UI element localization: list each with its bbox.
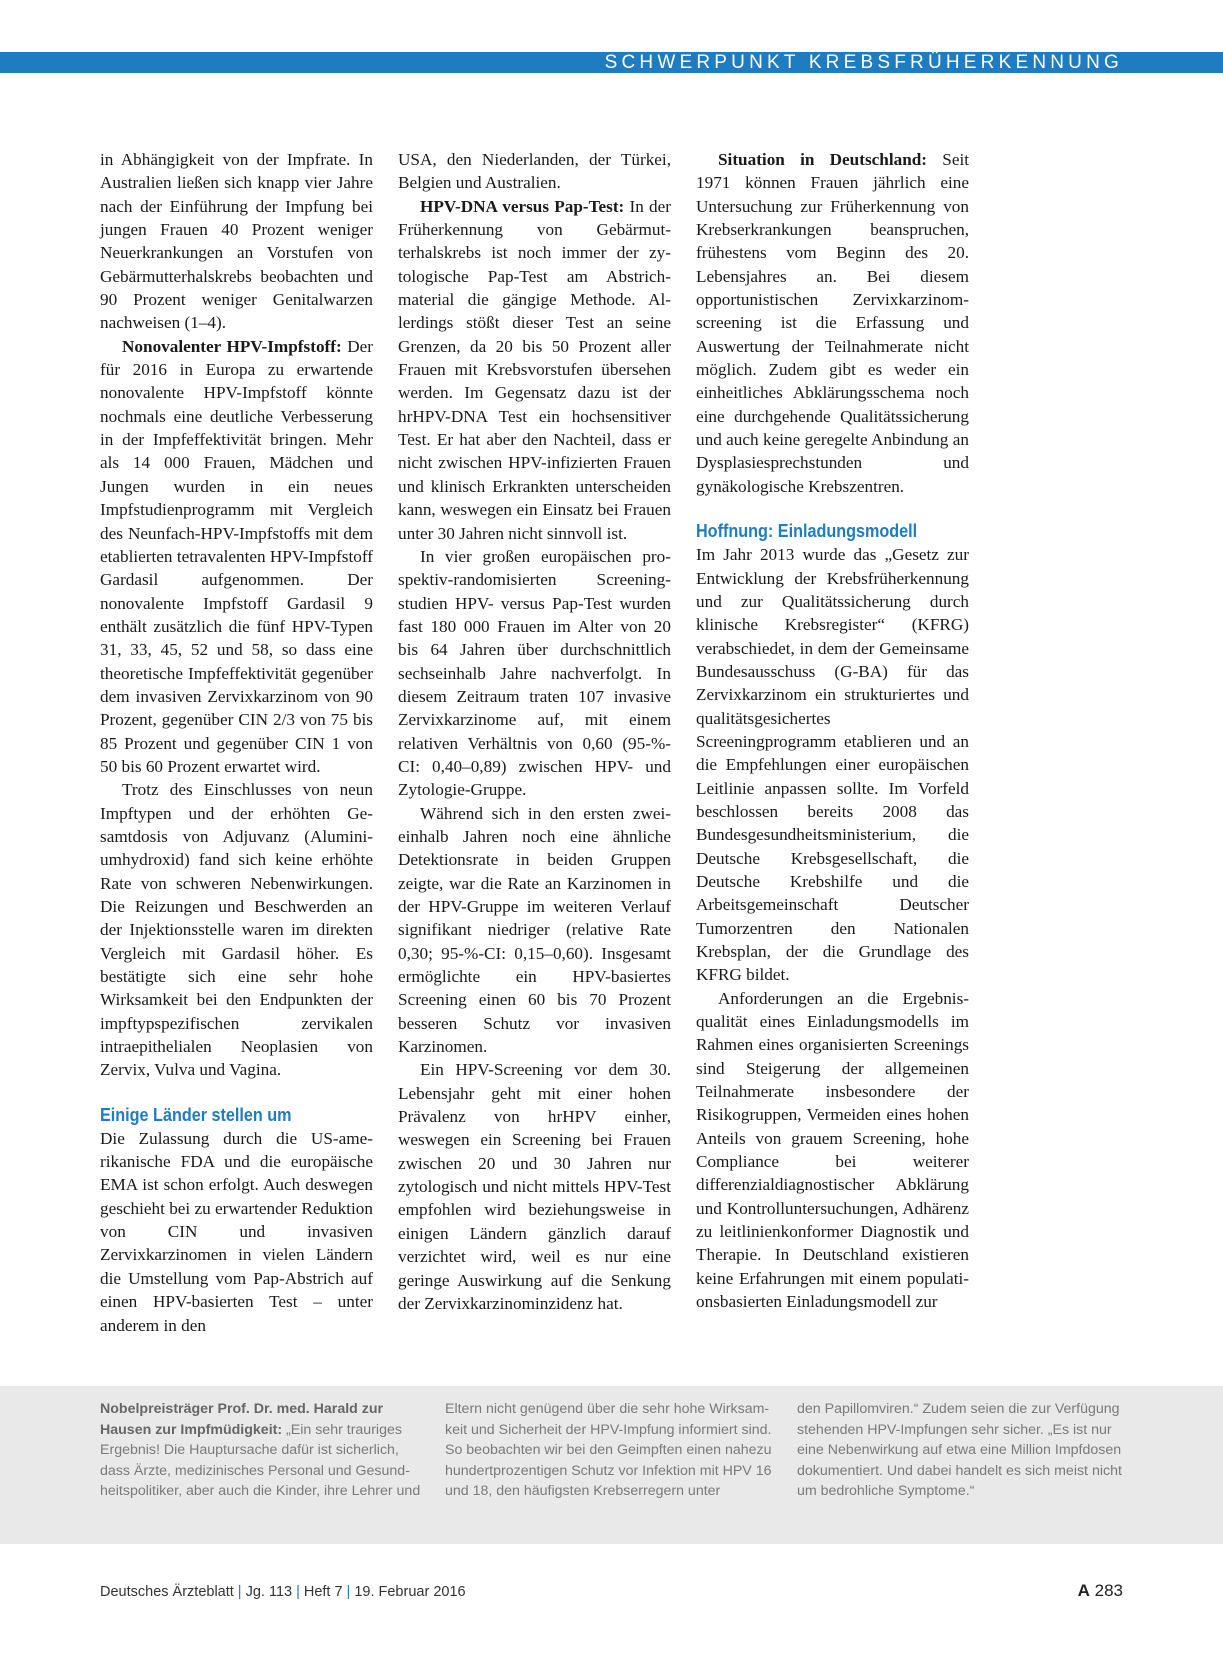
paragraph — [398, 195, 671, 545]
quote-body: „Ein sehr trauriges Ergebnis! Die Hauptursache dafür ist sicherlich, dass Ärzte, medizinisches Personal und Gesundheitspolitiker, aber auch die Kinder, ihre Lehrer und — [100, 1421, 421, 1499]
paragraph-lead: Nonovalenter HPV-Impfstoff: — [122, 336, 342, 356]
section-heading: Hoffnung: Einladungsmodell — [696, 520, 918, 542]
quote-column-3 — [797, 1399, 1125, 1502]
text-column-2 — [398, 148, 671, 1315]
paragraph: Die Zulassung durch die US-amerikanische FDA und die europäische EMA ist schon erfolgt. Auch deswegen geschieht bei zu erwartender Reduktion von CIN und invasiven Zervixkarzinomen in vielen Ländern die Umstellung vom Pap-Abstrich auf einen HPV-basierten Test – unter anderem in den — [100, 1128, 373, 1335]
quote-column-2 — [445, 1399, 773, 1502]
quote-text: den Papillomviren.“ Zudem seien die zur Verfügung stehenden HPV-Impfungen sehr sicher. „Es ist nur eine Nebenwirkung auf etwa eine Million Impfdosen dokumentiert. Und dabei handelt es sich meist nicht um bedrohliche Symptome.“ — [797, 1401, 1122, 1499]
paragraph: In vier großen europäischen prospektiv-randomisierten Screeningstudien HPV- versus Pap-Test wurden fast 180 000 Frauen im Alter von 20 bis 64 Jahren über durchschnittlich sechseinhalb Jahre nachverfolgt. In diesem Zeitraum traten 107 invasive Zervixkarzinome auf, mit einem relativen Verhältnis von 0,60 (95-%-CI: 0,40–0,89) zwischen HPV- und Zytologie-Gruppe. — [398, 546, 671, 800]
quote-text — [100, 1399, 428, 1502]
separator: | — [346, 1584, 351, 1600]
page-number-value: 283 — [1094, 1581, 1123, 1600]
journal-name: Deutsches Ärzteblatt — [100, 1584, 234, 1600]
page-number — [1078, 1581, 1123, 1601]
separator: | — [296, 1584, 300, 1600]
paragraph: USA, den Niederlanden, der Türkei, Belgien und Australien. — [398, 150, 671, 193]
paragraph-lead: HPV-DNA versus Pap-Test: — [420, 196, 625, 216]
paragraph: Während sich in den ersten zweieinhalb Jahren noch eine ähnliche Detektionsrate in beiden Gruppen zeigte, war die Rate an Karzinomen in der HPV-Gruppe im weiteren Verlauf signifikant niedriger (relative Rate 0,30; 95-%-CI: 0,15–0,60). Insgesamt ermöglichte ein HPV-basiertes Screening einen 60 bis 70 Prozent besseren Schutz vor invasiven Karzinomen. — [398, 803, 671, 1057]
journal-info — [100, 1584, 466, 1600]
section-header-bar — [0, 52, 1223, 73]
paragraph: Ein HPV-Screening vor dem 30. Lebensjahr geht mit einer hohen Prävalenz von hrHPV einher, weswegen ein Screening bei Frauen zwischen 20 und 30 Jahren nur zytologisch und nicht mittels HPV-Test empfohlen wird beziehungsweise in einigen Ländern gänzlich darauf verzichtet wird, weil es nur eine geringe Auswirkung auf die Senkung der Zervixkarzinominzidenz hat. — [398, 1060, 671, 1313]
paragraph — [100, 335, 373, 779]
section-heading: Einige Länder stellen um — [100, 1103, 292, 1125]
paragraph-body: Seit 1971 können Frauen jährlich eine Untersuchung zur Früherkennung von Krebserkrankungen beanspruchen, frühestens vom Beginn des 20. Lebensjahres an. Bei diesem opportunistischen Zervixkarzinomscreening ist die Erfassung und Auswertung der Teilnahmerate nicht möglich. Zudem gibt es weder ein einheitliches Abklärungsschema noch eine durchgehende Qualitätssicherung und auch keine geregelte Anbindung an Dysplasiesprechstunden und gynäkologische Krebszentren. — [696, 150, 969, 496]
paragraph: Anforderungen an die Ergebnisqualität eines Einladungsmodells im Rahmen eines organisierten Screenings sind Steigerung der allgemeinen Teilnahmerate insbesondere der Risikogruppen, Vermeiden eines hohen Anteils von grauem Screening, hohe Compliance bei weiterer differenzialdiagnostischer Abklärung und Kontrolluntersuchungen, Adhärenz zu leitlinienkonformer Diagnostik und Therapie. In Deutschland existieren keine Erfahrungen mit einem populationsbasierten Einladungsmodell zur — [696, 988, 969, 1312]
paragraph: in Abhängigkeit von der Impfrate. In Australien ließen sich knapp vier Jahre nach der Einführung der Impfung bei jungen Frauen 40 Prozent weniger Neuerkrankungen an Vorstufen von Gebärmutterhalskrebs beobachten und 90 Prozent weniger Genitalwarzen nachweisen (1–4). — [100, 150, 373, 333]
journal-volume: Jg. 113 — [245, 1584, 293, 1600]
paragraph-body: Der für 2016 in Europa zu erwartende nonovalente HPV-Impfstoff könnte nochmals eine deutliche Verbesserung in der Impfeffektivität bringen. Mehr als 14 000 Frauen, Mädchen und Jungen wurden in ein neues Impfstudienprogramm mit Vergleich des Neunfach-HPV-Impfstoffs mit dem etablierten tetravalenten HPV-Impfstoff Gardasil aufgenommen. Der nonovalente Impfstoff Gardasil 9 enthält zusätzlich die fünf HPV-Typen 31, 33, 45, 52 und 58, so dass eine theoretische Impfeffektivität gegenüber dem invasiven Zervixkarzinom von 90 Prozent, gegenüber CIN 2/3 von 75 bis 85 Prozent und gegenüber CIN 1 von 50 bis 60 Prozent erwartet wird. — [100, 336, 374, 776]
journal-issue: Heft 7 — [303, 1584, 343, 1600]
text-column-1 — [100, 148, 373, 1337]
text-column-3 — [696, 148, 969, 1314]
quote-text: Eltern nicht genügend über die sehr hohe Wirksamkeit und Sicherheit der HPV-Impfung informiert sind. So beobachten wir bei den Geimpften einen nahezu hundertprozentigen Schutz vor Infektion mit HPV 16 und 18, den häufigsten Krebserregern unter — [445, 1401, 772, 1499]
separator: | — [237, 1584, 242, 1600]
section-title: SCHWERPUNKT KREBSFRÜHERKENNUNG — [604, 52, 1123, 73]
journal-date: 19. Februar 2016 — [354, 1584, 466, 1600]
page-footer — [100, 1581, 1123, 1605]
paragraph-lead: Situation in Deutschland: — [718, 150, 928, 169]
paragraph-body: In der Früherkennung von Gebärmutterhalskrebs ist noch immer der zytologische Pap-Test am Abstrichmaterial die gängige Methode. Allerdings stößt dieser Test an seine Grenzen, da 20 bis 50 Prozent aller Frauen mit Krebsvorstufen übersehen werden. Im Gegensatz dazu ist der hrHPV-DNA Test ein hochsensitiver Test. Er hat aber den Nachteil, dass er nicht zwischen HPV-infizierten Frauen und klinisch Erkrankten unterscheiden kann, weswegen ein Einsatz bei Frauen unter 30 Jahren nicht sinnvoll ist. — [398, 196, 671, 543]
paragraph: Im Jahr 2013 wurde das „Gesetz zur Entwicklung der Krebsfrüherkennung und zur Qualitätssicherung durch klinische Krebsregister“ (KFRG) verabschiedet, in dem der Gemeinsame Bundesausschuss (G-BA) für das Zervixkarzinom ein strukturiertes und qualitätsgesichertes Screeningprogramm etablieren und an die Empfehlungen einer europäischen Leitlinie anpassen sollte. Im Vorfeld beschlossen bereits 2008 das Bundesgesundheitsministerium, die Deutsche Krebsgesellschaft, die Deutsche Krebshilfe und die Arbeitsgemeinschaft Deutscher Tumorzentren den Nationalen Krebsplan, der die Grundlage des KFRG bildet. — [696, 545, 969, 985]
quote-column-1 — [100, 1399, 428, 1502]
quote-lead: Nobelpreisträger Prof. Dr. med. Harald zur Hausen zur Impfmüdigkeit: — [100, 1401, 384, 1438]
paragraph — [696, 148, 969, 498]
paragraph: Trotz des Einschlusses von neun Impftypen und der erhöhten Gesamtdosis von Adjuvanz (Aluminiumhydroxid) fand sich keine erhöhte Rate von schweren Nebenwirkungen. Die Reizungen und Beschwerden an der Injektionsstelle waren im direkten Vergleich mit Gardasil höher. Es bestätigte sich eine sehr hohe Wirksamkeit bei den Endpunkten der impftypspezifischen zervikalen intraepithelialen Neoplasien von Zervix, Vulva und Vagina. — [100, 780, 373, 1080]
page-letter: A — [1077, 1581, 1090, 1600]
